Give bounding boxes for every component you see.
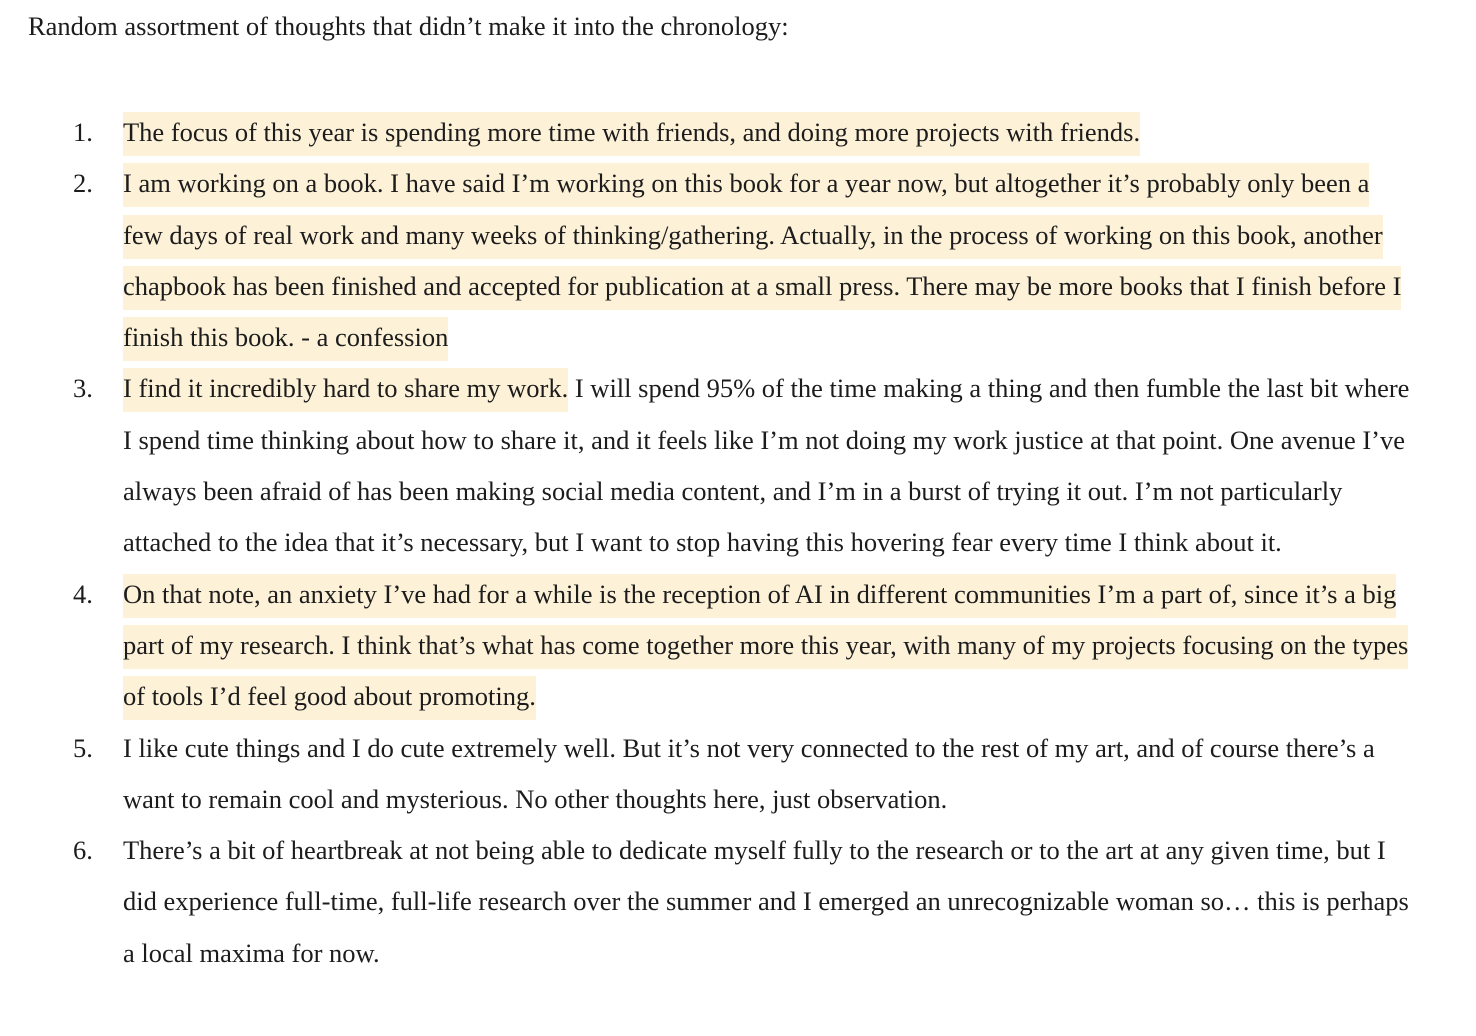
list-number: 3. <box>73 373 93 404</box>
list-item <box>0 363 1413 568</box>
list-item <box>0 107 1413 158</box>
list-number: 6. <box>73 835 93 866</box>
list-number: 4. <box>73 578 93 609</box>
intro-text: Random assortment of thoughts that didn’t make it into the chronology: <box>28 11 789 41</box>
list-number: 2. <box>73 168 93 199</box>
list-number: 1. <box>73 117 93 147</box>
highlighted-text: I find it incredibly hard to share my work. <box>123 368 568 412</box>
item-text: There’s a bit of heartbreak at not being able to dedicate myself fully to the research or to the art at any given time, but I did experience full-time, full-life research over the summer and I emerged an unrecognizable woman so… this is perhaps a local maxima for now. <box>123 835 1409 968</box>
highlighted-text: On that note, an anxiety I’ve had for a while is the reception of AI in different communities I’m a part of, since it’s a big part of my research. I think that’s what has come together more this year, with many of my projects focusing on the types of tools I’d feel good about promoting. <box>123 574 1408 721</box>
list-number: 5. <box>73 732 93 763</box>
list-item <box>0 158 1413 363</box>
item-text: I like cute things and I do cute extremely well. But it’s not very connected to the rest of my art, and of course there’s a want to remain cool and mysterious. No other thoughts here, just observation. <box>123 732 1375 814</box>
list-item <box>0 825 1413 979</box>
highlighted-text: The focus of this year is spending more time with friends, and doing more projects with friends. <box>123 112 1140 156</box>
list-item <box>0 723 1413 826</box>
item-text: I will spend 95% of the time making a thing and then fumble the last bit where I spend time thinking about how to share it, and it feels like I’m not doing my work justice at that point. One avenue I’ve always been afraid of has been making social media content, and I’m in a burst of trying it out. I’m not particularly attached to the idea that it’s necessary, but I want to stop having this hovering fear every time I think about it. <box>123 373 1410 558</box>
thoughts-list <box>0 107 1476 979</box>
list-item <box>0 569 1413 723</box>
highlighted-text: I am working on a book. I have said I’m working on this book for a year now, but altogether it’s probably only been a few days of real work and many weeks of thinking/gathering. Actually, in the process of working on this book, another chapbook has been finished and accepted for publication at a small press. There may be more books that I finish before I finish this book. - a confession <box>123 163 1401 361</box>
